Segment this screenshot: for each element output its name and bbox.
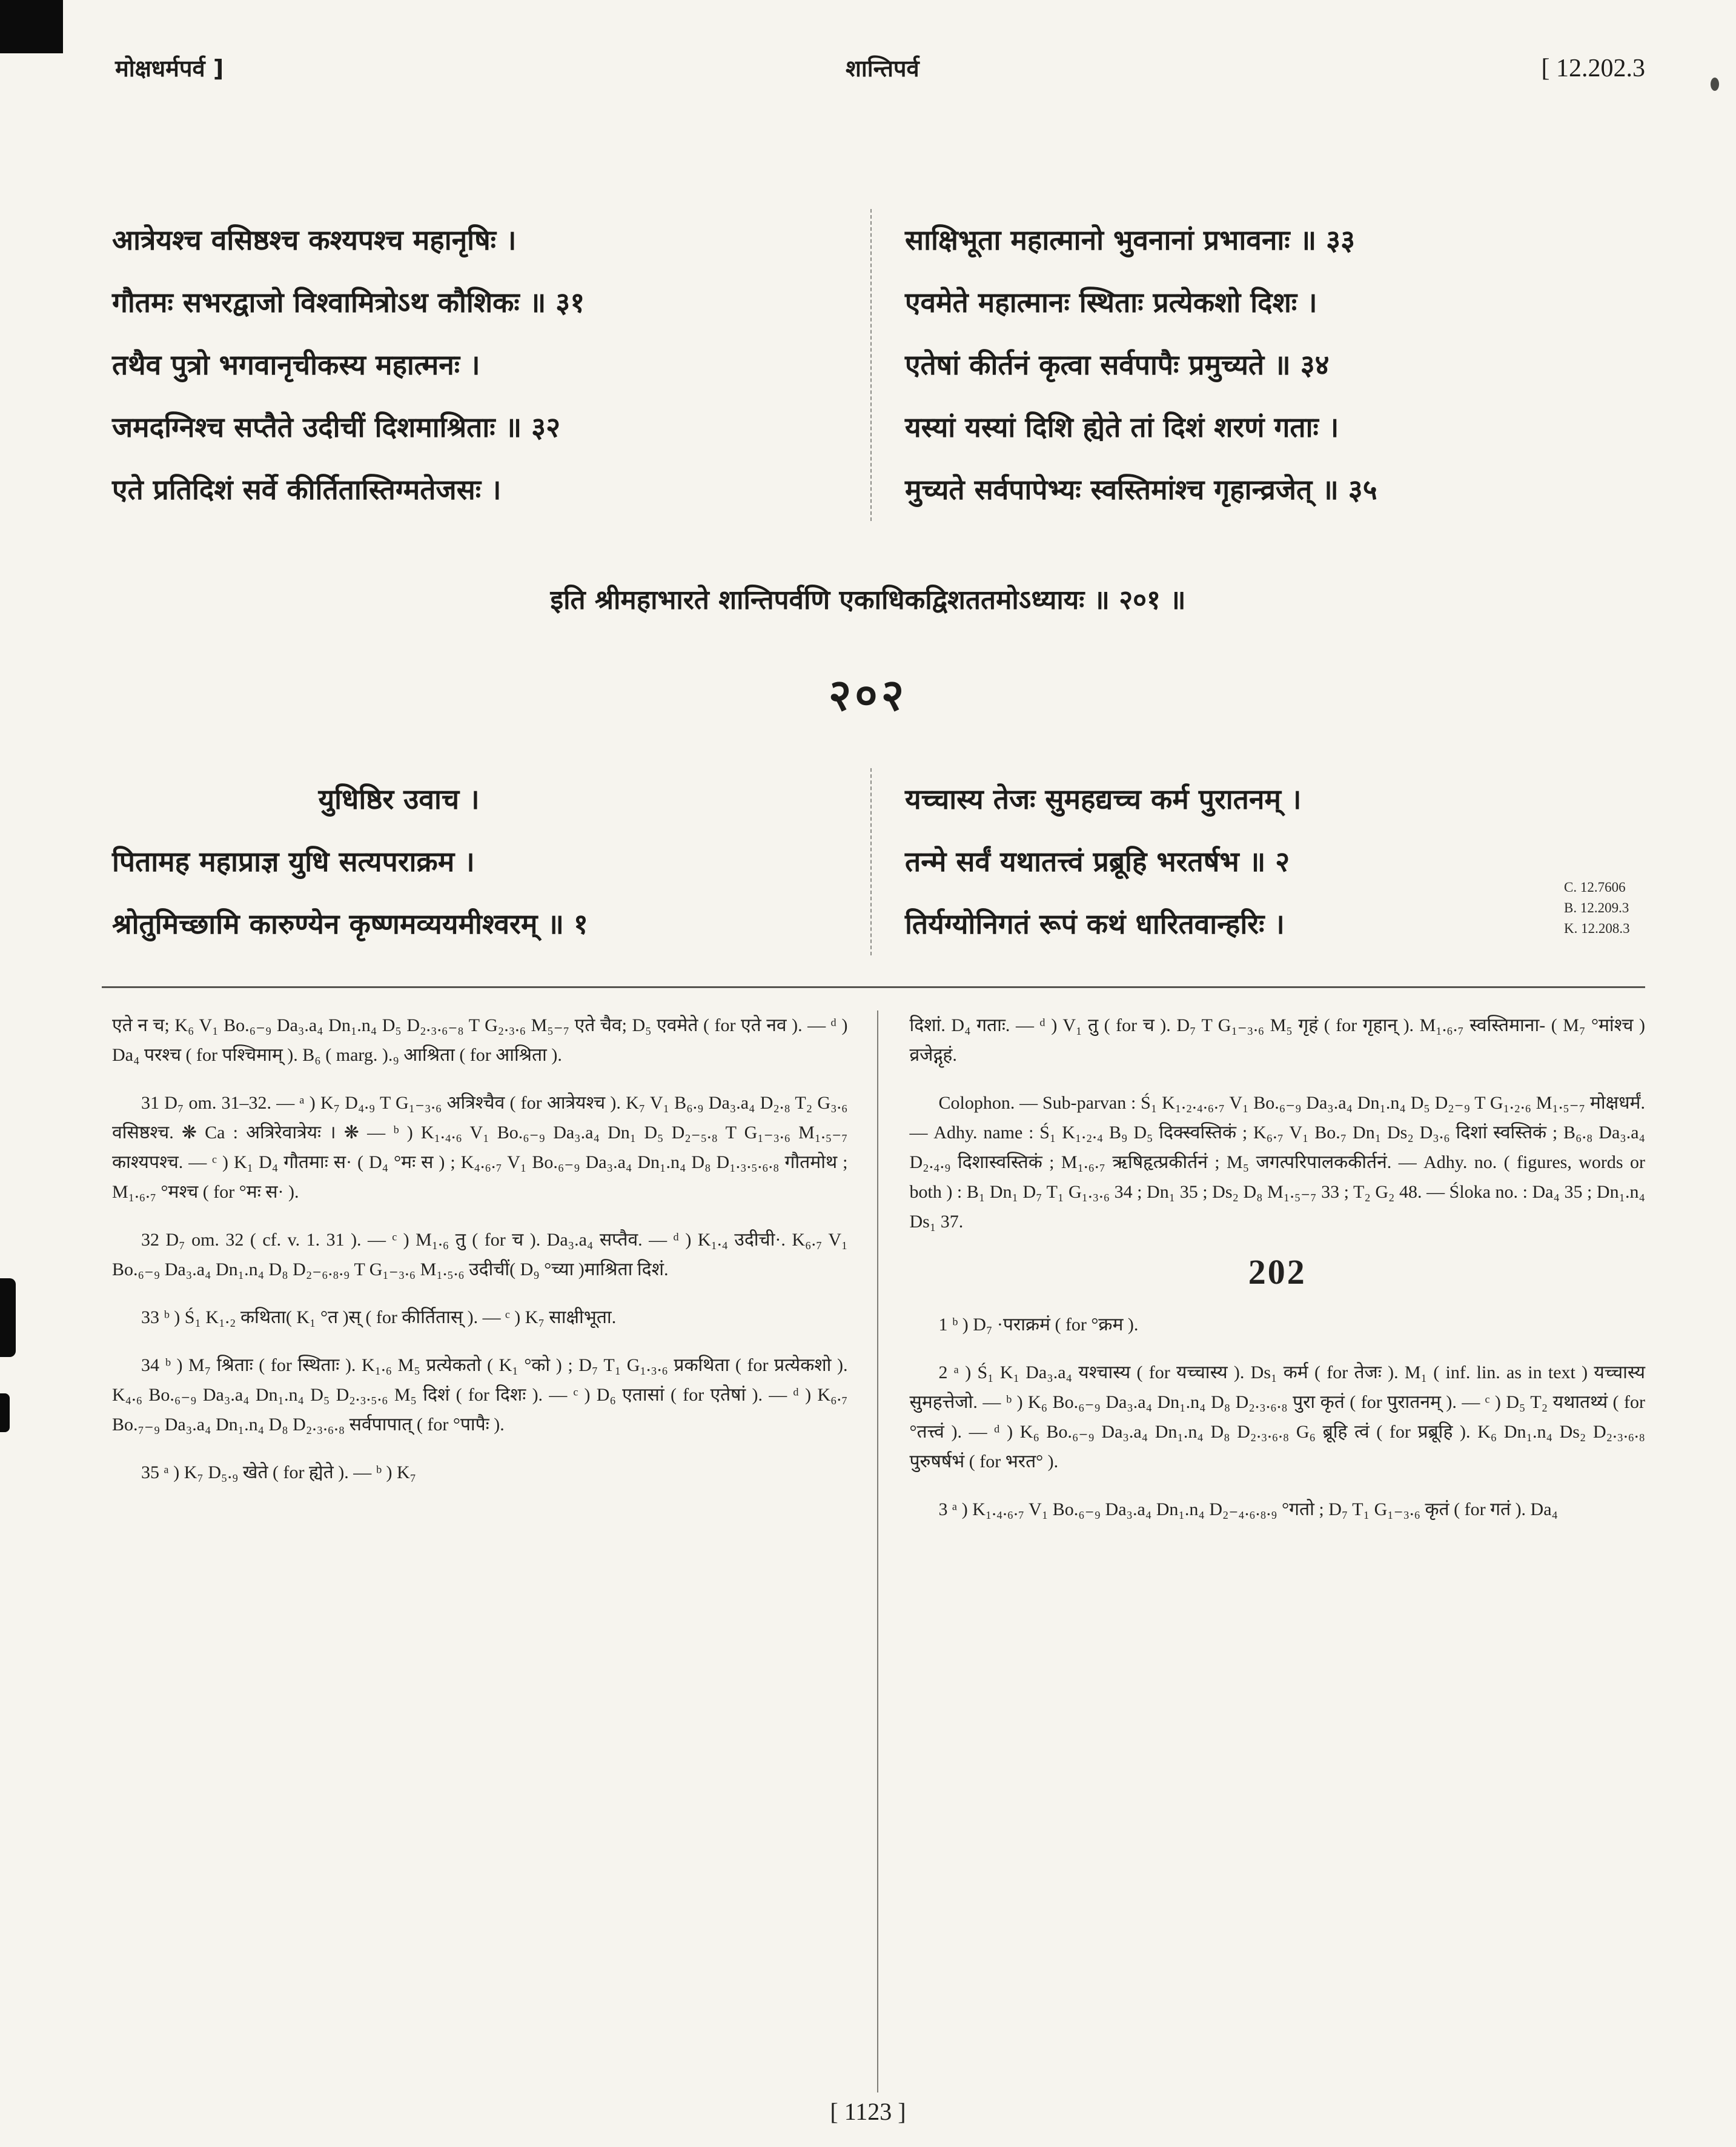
verse-line: गौतमः सभरद्वाजो विश्वामित्रोऽथ कौशिकः ॥ ३१ — [112, 286, 585, 319]
apparatus-note-continuation: एते न च; K₆ V₁ Bo.₆₋₉ Da₃.a₄ Dn₁.n₄ D₅ D₂.₃.₆₋₈ T G₂.₃.₆ M₅₋₇ एते चैव; D₅ एवमेते ( for एते नव ). — ᵈ ) Da₄ परश्च ( for पश्चिमाम् ). B₆ ( marg. ).₉ आश्रिता ( for आश्रिता ). — [112, 1015, 848, 1065]
apparatus-note-2: 2 ᵃ ) Ś₁ K₁ Da₃.a₄ यश्चास्य ( for यच्चास्य ). Ds₁ कर्म ( for तेजः ). M₁ ( inf. lin. as in text ) यच्चास्य सुमहत्तेजो. — ᵇ ) K₆ Bo.₆₋₉ Da₃.a₄ Dn₁.n₄ D₈ D₂.₃.₆.₈ पुरा कृतं ( for पुरातनम् ). — ᶜ ) D₅ T₂ यथातथ्यं ( for °तत्त्वं ). — ᵈ ) K₆ Bo.₆₋₉ Da₃.a₄ Dn₁.n₄ D₈ D₂.₃.₆.₈ G₆ ब्रूहि त्वं ( for प्रब्रूहि ). K₆ Dn₁.n₄ Ds₂ D₂.₃.₆.₈ पुरुषर्षभं ( for भरत° ). — [909, 1362, 1645, 1472]
verse-column-right — [872, 209, 1636, 521]
apparatus-column-left — [112, 1010, 877, 2092]
apparatus-column-right — [878, 1010, 1646, 2092]
verse-line: यच्चास्य तेजः सुमहद्यच्च कर्म पुरातनम् । — [905, 783, 1302, 815]
margin-ref-line: B. 12.209.3 — [1564, 900, 1629, 915]
chapter-number-heading: २०२ — [828, 669, 908, 720]
verse-line: यस्यां यस्यां दिशि ह्येते तां दिशं शरणं गताः । — [905, 411, 1339, 443]
verse-column-left — [112, 768, 870, 955]
verse-line: तथैव पुत्रो भगवानृचीकस्य महात्मनः । — [112, 348, 480, 381]
verse-block-adhyaya-202 — [112, 768, 1636, 955]
margin-ref-line: C. 12.7606 — [1564, 880, 1626, 895]
verse-line: तिर्यग्योनिगतं रूपं कथं धारितवान्हरिः । — [905, 908, 1285, 940]
apparatus-separator-rule — [102, 986, 1645, 988]
scan-artifact — [0, 0, 63, 53]
verse-line: श्रोतुमिच्छामि कारुण्येन कृष्णमव्ययमीश्वरम् ॥ १ — [112, 908, 588, 940]
header-parvan-center: शान्तिपर्व — [846, 55, 919, 82]
apparatus-note-35: 35 ᵃ ) K₇ D₅.₉ खेते ( for ह्येते ). — ᵇ ) K₇ — [141, 1462, 417, 1482]
verse-column-right — [872, 768, 1636, 955]
verse-line: तन्मे सर्वं यथातत्त्वं प्रब्रूहि भरतर्षभ ॥ २ — [905, 845, 1290, 878]
scan-artifact — [0, 1278, 16, 1357]
apparatus-note-continuation: दिशां. D₄ गताः. — ᵈ ) V₁ तु ( for च ). D₇ T G₁₋₃.₆ M₅ गृहं ( for गृहान् ). M₁.₆.₇ स्वस्तिमाना- ( M₇ °मांश्च ) व्रजेद्गृहं. — [909, 1015, 1645, 1065]
apparatus-note-33: 33 ᵇ ) Ś₁ K₁.₂ कथिता( K₁ °त )स् ( for कीर्तितास् ). — ᶜ ) K₇ साक्षीभूता. — [141, 1307, 617, 1327]
header-verse-reference: [ 12.202.3 — [1541, 55, 1645, 82]
scan-artifact — [1711, 78, 1719, 91]
apparatus-note-31: 31 D₇ om. 31–32. — ᵃ ) K₇ D₄.₉ T G₁₋₃.₆ अत्रिश्चैव ( for आत्रेयश्च ). K₇ V₁ B₆.₉ Da₃.a₄ D₂.₈ T₂ G₃.₆ वसिष्ठश्च. ❋ Ca : अत्रिरेवात्रेयः । ❋ — ᵇ ) K₁.₄.₆ V₁ Bo.₆₋₉ Da₃.a₄ Dn₁ D₅ D₂₋₅.₈ T G₁₋₃.₆ M₁.₅₋₇ काश्यपश्च. — ᶜ ) K₁ D₄ गौतमाः स· ( D₄ °मः स ) ; K₄.₆.₇ V₁ Bo.₆₋₉ Da₃.a₄ Dn₁.n₄ D₈ D₁.₃.₅.₆.₈ गौतमोथ ; M₁.₆.₇ °मश्च ( for °मः स· ). — [112, 1093, 848, 1202]
verse-line: साक्षिभूता महात्मानो भुवनानां प्रभावनाः ॥ ३३ — [905, 224, 1356, 256]
verse-line: मुच्यते सर्वपापेभ्यः स्वस्तिमांश्च गृहान्व्रजेत् ॥ ३५ — [905, 473, 1377, 506]
verse-line: एते प्रतिदिशं सर्वे कीर्तितास्तिग्मतेजसः । — [112, 473, 502, 506]
verse-line: जमदग्निश्च सप्तैते उदीचीं दिशमाश्रिताः ॥ ३२ — [112, 411, 560, 443]
verse-block-adhyaya-201 — [112, 209, 1636, 521]
adhyaya-colophon: इति श्रीमहाभारते शान्तिपर्वणि एकाधिकद्विशततमोऽध्यायः ॥ २०१ ॥ — [550, 585, 1186, 616]
header-parvan-left: मोक्षधर्मपर्व ] — [115, 55, 224, 82]
apparatus-note-1: 1 ᵇ ) D₇ ·पराक्रमं ( for °क्रम ). — [938, 1315, 1139, 1335]
margin-ref-line: K. 12.208.3 — [1564, 921, 1630, 936]
verse-line: पितामह महाप्राज्ञ युधि सत्यपराक्रम । — [112, 845, 475, 878]
speaker-heading: युधिष्ठिर उवाच । — [318, 783, 480, 815]
apparatus-colophon-note: Colophon. — Sub-parvan : Ś₁ K₁.₂.₄.₆.₇ V₁ Bo.₆₋₉ Da₃.a₄ Dn₁.n₄ D₅ D₂₋₉ T G₁.₂.₆ M₁.₅₋₇ मोक्षधर्मं. — Adhy. name : Ś₁ K₁.₂.₄ B₉ D₅ दिक्स्वस्तिकं ; K₆.₇ V₁ Bo.₇ Dn₁ Ds₂ D₃.₆ दिशां स्वस्तिकं ; B₆.₈ Da₃.a₄ D₂.₄.₉ दिशास्वस्तिकं ; M₁.₆.₇ ऋषिहृत्प्रकीर्तनं ; M₅ जगत्परिपालककीर्तनं. — Adhy. no. ( figures, words or both ) : B₁ Dn₁ D₇ T₁ G₁.₃.₆ 34 ; Dn₁ 35 ; Ds₂ D₈ M₁.₅₋₇ 33 ; T₂ G₂ 48. — Śloka no. : Da₄ 35 ; Dn₁.n₄ Ds₁ 37. — [909, 1093, 1645, 1232]
page-number: [ 1123 ] — [830, 2098, 906, 2125]
verse-column-left — [112, 209, 870, 521]
running-header — [115, 52, 1645, 84]
apparatus-note-32: 32 D₇ om. 32 ( cf. v. 1. 31 ). — ᶜ ) M₁.₆ तु ( for च ). Da₃.a₄ सप्तैव. — ᵈ ) K₁.₄ उदीची·. K₆.₇ V₁ Bo.₆₋₉ Da₃.a₄ Dn₁.n₄ D₈ D₂₋₆.₈.₉ T G₁₋₃.₆ M₁.₅.₆ उदीचीं( D₉ °च्या )माश्रिता दिशं. — [112, 1230, 848, 1279]
verse-line: एवमेते महात्मानः स्थिताः प्रत्येकशो दिशः । — [905, 286, 1317, 319]
scan-artifact — [0, 1393, 10, 1432]
parallel-edition-references — [1564, 877, 1630, 939]
apparatus-note-34: 34 ᵇ ) M₇ श्रिताः ( for स्थिताः ). K₁.₆ M₅ प्रत्येकतो ( K₁ °को ) ; D₇ T₁ G₁.₃.₆ प्रकथिता ( for प्रत्येकशो ). K₄.₆ Bo.₆₋₉ Da₃.a₄ Dn₁.n₄ D₅ D₂.₃.₅.₆ M₅ दिशं ( for दिशः ). — ᶜ ) D₆ एतासां ( for एतेषां ). — ᵈ ) K₆.₇ Bo.₇₋₉ Da₃.a₄ Dn₁.n₄ D₈ D₂.₃.₆.₈ सर्वपापात् ( for °पापैः ). — [112, 1355, 848, 1435]
apparatus-section-number: 202 — [1248, 1252, 1307, 1292]
verse-line: आत्रेयश्च वसिष्ठश्च कश्यपश्च महानृषिः । — [112, 224, 517, 256]
apparatus-note-3: 3 ᵃ ) K₁.₄.₆.₇ V₁ Bo.₆₋₉ Da₃.a₄ Dn₁.n₄ D₂₋₄.₆.₈.₉ °गतो ; D₇ T₁ G₁₋₃.₆ कृतं ( for गतं ). Da₄ — [938, 1499, 1558, 1519]
verse-line: एतेषां कीर्तनं कृत्वा सर्वपापैः प्रमुच्यते ॥ ३४ — [905, 348, 1330, 381]
critical-apparatus — [112, 1010, 1645, 2092]
